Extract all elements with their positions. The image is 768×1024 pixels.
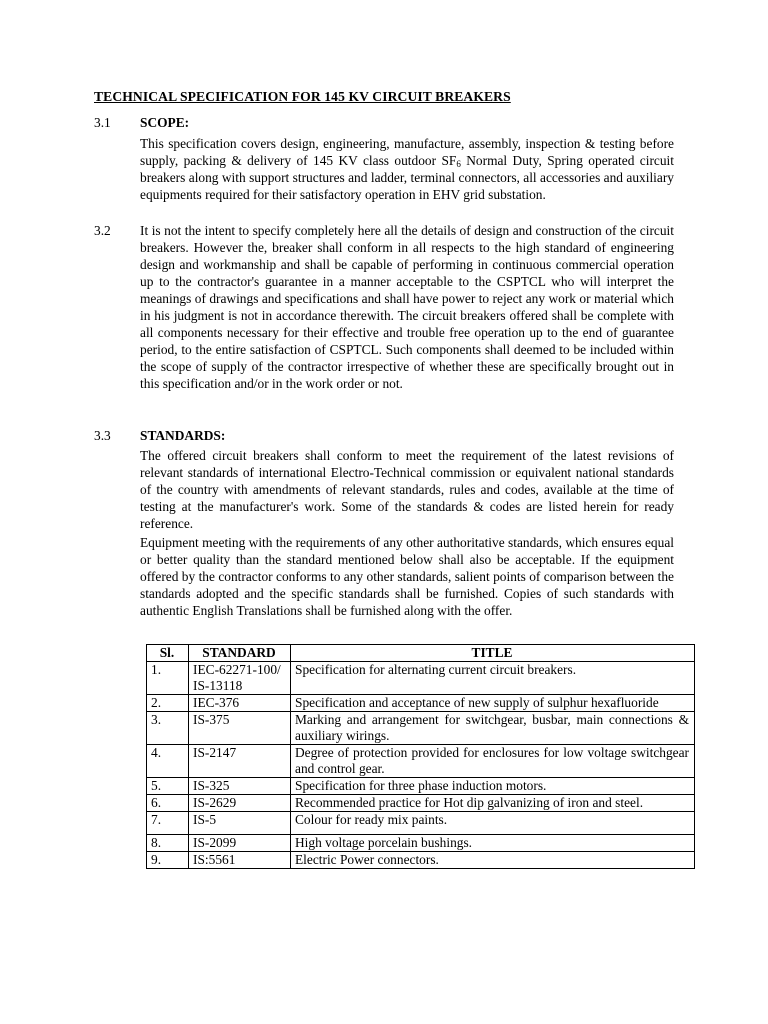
cell-sl: 5. [147,778,189,795]
cell-sl: 9. [147,852,189,869]
document-title: TECHNICAL SPECIFICATION FOR 145 KV CIRCUIT BREAKERS [94,89,511,104]
cell-title: Colour for ready mix paints. [291,812,695,835]
cell-standard: IS-2629 [189,795,291,812]
cell-standard: IEC-376 [189,695,291,712]
cell-sl: 3. [147,712,189,745]
cell-standard: IS-5 [189,812,291,835]
cell-title: High voltage porcelain bushings. [291,835,695,852]
section-paragraph: The offered circuit breakers shall conform to meet the requirement of the latest revisions of relevant standards of international Electro-Technical commission or equivalent national standards of the country with amendments of relevant standards, rules and codes, available at the time of testing at the manufacturer's work. Some of the standards & codes are listed herein for ready reference. [140,448,674,531]
table-row [147,835,695,852]
table-row [147,812,695,835]
table-row [147,662,695,695]
cell-standard: IS:5561 [189,852,291,869]
section-heading: STANDARDS: [140,428,226,443]
table-row [147,795,695,812]
standards-table [146,644,695,869]
table-row [147,778,695,795]
section-paragraph: This specification covers design, engineering, manufacture, assembly, inspection & testing before supply, packing & delivery of 145 KV class outdoor $SF_6$ Normal Duty, Spring operated circuit breakers along with support structures and ladder, terminal connectors, all accessories and auxiliary equipments required for their satisfactory operation in EHV grid substation. [140,136,674,202]
cell-title: Specification and acceptance of new supply of sulphur hexafluoride [291,695,695,712]
cell-title: Specification for three phase induction motors. [291,778,695,795]
cell-sl: 4. [147,745,189,778]
table-row [147,745,695,778]
section-paragraph: Equipment meeting with the requirements of any other authoritative standards, which ensures equal or better quality than the standard mentioned below shall also be acceptable. If the equipment offered by the contractor conforms to any other standards, salient points of comparison between the standards adopted and the specific standards shall be furnished. Copies of such standards with authentic English Translations shall be furnished along with the offer. [140,535,674,618]
table-row [147,695,695,712]
cell-title: Electric Power connectors. [291,852,695,869]
section-number: 3.1 [94,115,111,130]
table-row [147,852,695,869]
column-header-sl: Sl. [147,645,189,662]
cell-title: Specification for alternating current circuit breakers. [291,662,695,695]
section-heading: SCOPE: [140,115,190,130]
table-header-row [147,645,695,662]
cell-standard: IEC-62271-100/ IS-13118 [189,662,291,695]
cell-standard: IS-375 [189,712,291,745]
cell-sl: 8. [147,835,189,852]
cell-sl: 2. [147,695,189,712]
cell-title: Recommended practice for Hot dip galvanizing of iron and steel. [291,795,695,812]
column-header-title: TITLE [291,645,695,662]
section-number: 3.2 [94,223,111,238]
cell-sl: 1. [147,662,189,695]
cell-standard: IS-2147 [189,745,291,778]
column-header-standard: STANDARD [189,645,291,662]
cell-standard: IS-325 [189,778,291,795]
cell-sl: 6. [147,795,189,812]
cell-sl: 7. [147,812,189,835]
cell-title: Marking and arrangement for switchgear, busbar, main connections & auxiliary wirings. [291,712,695,745]
table-row [147,712,695,745]
cell-standard: IS-2099 [189,835,291,852]
cell-title: Degree of protection provided for enclosures for low voltage switchgear and control gear. [291,745,695,778]
section-number: 3.3 [94,428,111,443]
section-paragraph: It is not the intent to specify completely here all the details of design and construction of the circuit breakers. However the, breaker shall conform in all respects to the high standard of engineering design and workmanship and shall be capable of performing in continuous commercial operation up to the contractor's guarantee in a manner acceptable to the CSPTCL who will interpret the meanings of drawings and specifications and shall have power to reject any work or material which in his judgment is not in accordance therewith. The circuit breakers offered shall be complete with all components necessary for their effective and trouble free operation up to the end of guarantee period, to the entire satisfaction of CSPTCL. Such components shall deemed to be included within the scope of supply of the contractor irrespective of whether these are specifically brought out in this specification and/or in the work order or not. [140,223,674,391]
